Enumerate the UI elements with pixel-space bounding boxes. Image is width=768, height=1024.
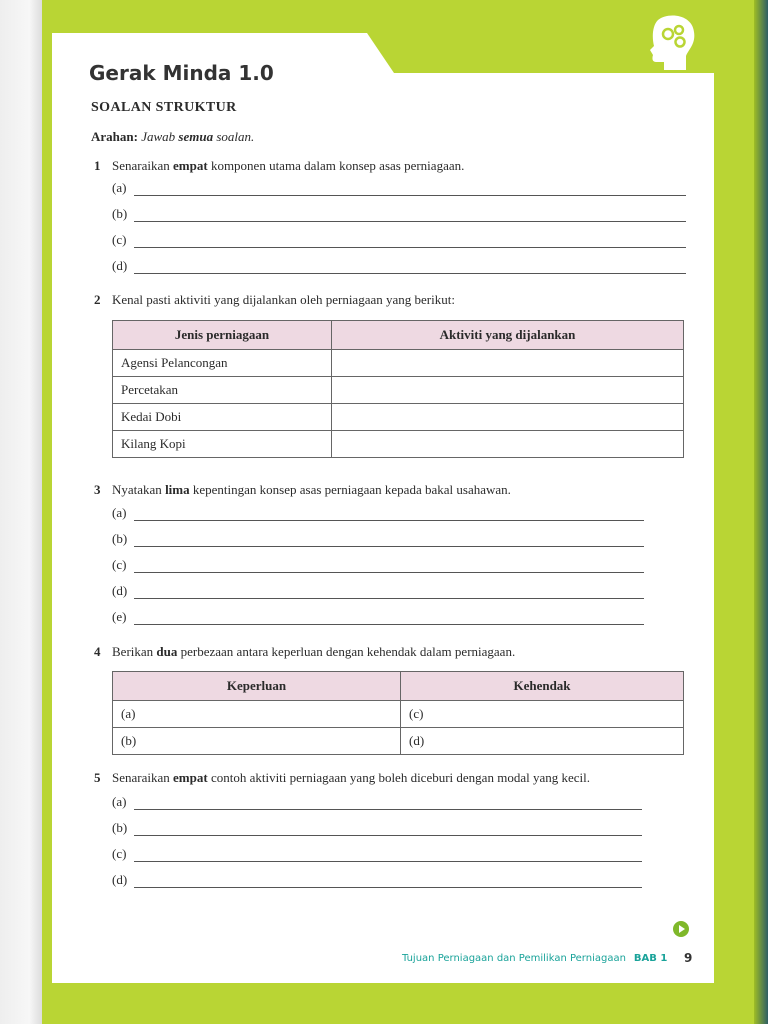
answer-letter: (b) <box>112 820 128 835</box>
table-cell: Kedai Dobi <box>113 404 332 431</box>
answer-letter: (b) <box>112 206 128 221</box>
worksheet-page <box>52 33 714 983</box>
answer-rule <box>134 809 642 810</box>
answer-rule <box>134 221 686 222</box>
answer-letter: (a) <box>112 794 127 809</box>
footer-chapter <box>402 953 667 964</box>
answer-rule <box>134 861 642 862</box>
page-title: Gerak Minda 1.0 <box>89 61 274 85</box>
answer-cell[interactable]: (b) <box>113 728 401 755</box>
question-text: perbezaan antara keperluan dengan kehendak dalam perniagaan. <box>177 644 516 659</box>
answer-letter: (d) <box>112 872 128 887</box>
answer-cell[interactable]: (d) <box>401 728 684 755</box>
answer-letter: (d) <box>112 583 128 598</box>
needs-wants-table <box>112 671 684 755</box>
answer-letter: (d) <box>112 258 128 273</box>
answer-line[interactable] <box>112 872 642 888</box>
table-header: Aktiviti yang dijalankan <box>332 321 684 350</box>
question-3 <box>94 482 511 498</box>
business-activity-table <box>112 320 684 458</box>
question-text: Berikan <box>112 644 157 659</box>
answer-line[interactable] <box>112 531 644 547</box>
answer-line[interactable] <box>112 232 686 248</box>
instruction-line <box>91 129 254 145</box>
answer-letter: (e) <box>112 609 127 624</box>
question-number: 3 <box>94 482 101 497</box>
table-row <box>113 728 684 755</box>
question-keyword: dua <box>156 644 178 659</box>
answer-rule <box>134 273 686 274</box>
table-row <box>113 350 684 377</box>
page-number: 9 <box>684 951 693 965</box>
answer-cell[interactable]: (c) <box>401 701 684 728</box>
question-keyword: empat <box>173 158 208 173</box>
play-arrow-icon[interactable] <box>673 921 689 937</box>
adjacent-page-edge <box>0 0 42 1024</box>
question-5 <box>94 770 590 786</box>
answer-cell[interactable]: (a) <box>113 701 401 728</box>
answer-line[interactable] <box>112 505 644 521</box>
answer-line[interactable] <box>112 206 686 222</box>
instruction-text-2: soalan. <box>213 129 255 144</box>
answer-line[interactable] <box>112 820 642 836</box>
answer-cell[interactable] <box>332 377 684 404</box>
instruction-text-bold: semua <box>178 129 214 144</box>
question-text: Kenal pasti aktiviti yang dijalankan oleh perniagaan yang berikut: <box>112 292 455 307</box>
table-header: Keperluan <box>113 672 401 701</box>
question-2 <box>94 292 455 308</box>
question-text: komponen utama dalam konsep asas perniagaan. <box>207 158 465 173</box>
chapter-title: Tujuan Perniagaan dan Pemilikan Perniagaan <box>402 953 626 964</box>
answer-rule <box>134 624 644 625</box>
question-number: 4 <box>94 644 101 659</box>
table-header: Jenis perniagaan <box>113 321 332 350</box>
answer-cell[interactable] <box>332 404 684 431</box>
answer-line[interactable] <box>112 180 686 196</box>
answer-cell[interactable] <box>332 350 684 377</box>
instruction-label: Arahan: <box>91 129 138 144</box>
table-row <box>113 431 684 458</box>
question-text: Senaraikan <box>112 770 174 785</box>
answer-letter: (a) <box>112 180 127 195</box>
question-number: 5 <box>94 770 101 785</box>
answer-rule <box>134 247 686 248</box>
question-4 <box>94 644 515 660</box>
answer-letter: (a) <box>112 505 127 520</box>
table-row <box>113 377 684 404</box>
question-text: Senaraikan <box>112 158 174 173</box>
answer-rule <box>134 887 642 888</box>
answer-rule <box>134 572 644 573</box>
answer-rule <box>134 598 644 599</box>
chapter-label: BAB 1 <box>633 953 668 964</box>
answer-cell[interactable] <box>332 431 684 458</box>
table-cell: Agensi Pelancongan <box>113 350 332 377</box>
table-row <box>113 701 684 728</box>
question-text: kepentingan konsep asas perniagaan kepada bakal usahawan. <box>189 482 511 497</box>
instruction-text-1: Jawab <box>141 129 179 144</box>
book-spine-edge <box>754 0 768 1024</box>
answer-letter: (c) <box>112 846 127 861</box>
answer-line[interactable] <box>112 846 642 862</box>
answer-line[interactable] <box>112 609 644 625</box>
table-cell: Kilang Kopi <box>113 431 332 458</box>
answer-rule <box>134 546 644 547</box>
answer-line[interactable] <box>112 557 644 573</box>
answer-letter: (c) <box>112 557 127 572</box>
table-row <box>113 404 684 431</box>
question-keyword: lima <box>165 482 190 497</box>
answer-line[interactable] <box>112 794 642 810</box>
table-cell: Percetakan <box>113 377 332 404</box>
table-header: Kehendak <box>401 672 684 701</box>
answer-rule <box>134 520 644 521</box>
question-number: 2 <box>94 292 101 307</box>
answer-rule <box>134 195 686 196</box>
question-keyword: empat <box>173 770 208 785</box>
head-gears-icon <box>648 14 698 70</box>
answer-line[interactable] <box>112 583 644 599</box>
question-1 <box>94 158 464 174</box>
answer-rule <box>134 835 642 836</box>
answer-letter: (b) <box>112 531 128 546</box>
section-title: SOALAN STRUKTUR <box>91 100 237 115</box>
answer-line[interactable] <box>112 258 686 274</box>
question-text: Nyatakan <box>112 482 166 497</box>
question-text: contoh aktiviti perniagaan yang boleh diceburi dengan modal yang kecil. <box>207 770 590 785</box>
question-number: 1 <box>94 158 101 173</box>
answer-letter: (c) <box>112 232 127 247</box>
